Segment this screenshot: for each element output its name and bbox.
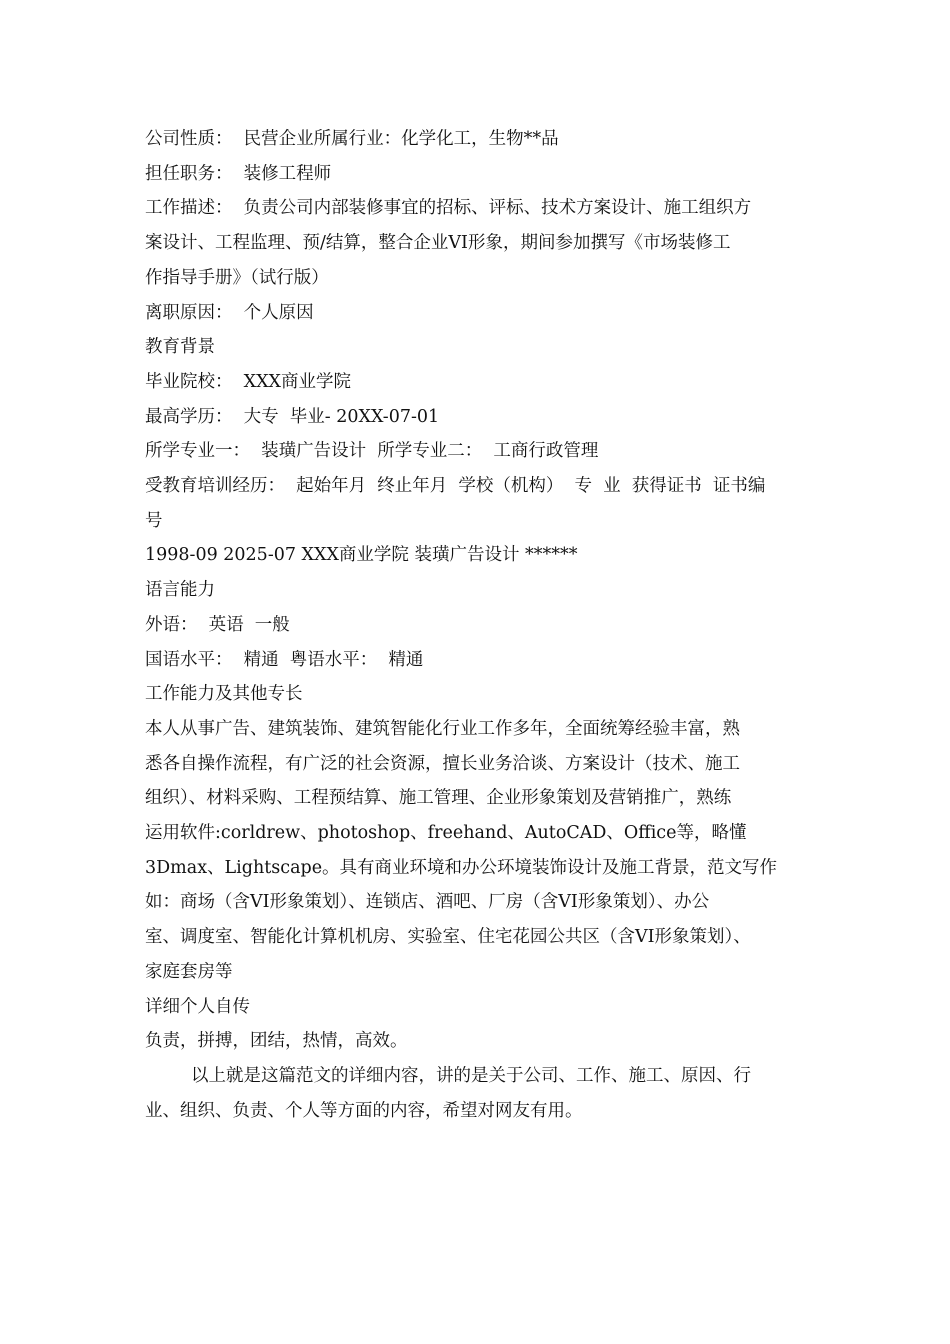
skills-paragraph-line-1: 本人从事广告、建筑装饰、建筑智能化行业工作多年，全面统筹经验丰富，熟: [145, 718, 740, 739]
skills-paragraph-line-6: 如：商场（含VI形象策划）、连锁店、酒吧、厂房（含VI形象策划）、办公: [145, 892, 710, 913]
resume-document: [145, 122, 817, 1128]
skills-paragraph-line-7: 室、调度室、智能化计算机机房、实验室、住宅花园公共区（含VI形象策划）、: [145, 927, 751, 948]
job-description-line-3: 作指导手册》（试行版）: [145, 267, 329, 288]
language-heading: 语言能力: [145, 580, 215, 601]
summary-line-2: 业、组织、负责、个人等方面的内容，希望对网友有用。: [145, 1100, 583, 1121]
position-line: 担任职务： 装修工程师: [145, 163, 332, 184]
skills-paragraph-line-3: 组织）、材料采购、工程预结算、施工管理、企业形象策划及营销推广，熟练: [145, 788, 732, 809]
skills-paragraph-line-8: 家庭套房等: [145, 961, 233, 982]
education-heading: 教育背景: [145, 337, 215, 358]
job-description-line-1: 工作描述： 负责公司内部装修事宜的招标、评标、技术方案设计、施工组织方: [145, 198, 752, 219]
majors-line: 所学专业一： 装璜广告设计 所学专业二： 工商行政管理: [145, 441, 599, 462]
degree-line: 最高学历： 大专 毕业- 20XX-07-01: [145, 406, 440, 427]
skills-paragraph-line-5: 3Dmax、Lightscape。具有商业环境和办公环境装饰设计及施工背景，范文写作: [145, 857, 778, 878]
skills-paragraph-line-4: 运用软件:corldrew、photoshop、freehand、AutoCAD、Office等，略懂: [145, 823, 747, 844]
company-type-line: 公司性质： 民营企业所属行业：化学化工，生物**品: [145, 129, 559, 149]
job-description-line-2: 案设计、工程监理、预/结算，整合企业VI形象，期间参加撰写《市场装修工: [145, 233, 731, 254]
foreign-language-line: 外语： 英语 一般: [145, 614, 290, 635]
leave-reason-line: 离职原因： 个人原因: [145, 302, 314, 323]
school-line: 毕业院校： XXX商业学院: [145, 371, 352, 392]
summary-line-1: 以上就是这篇范文的详细内容，讲的是关于公司、工作、施工、原因、行: [191, 1065, 751, 1086]
skills-heading: 工作能力及其他专长: [145, 684, 303, 705]
training-record-line: 1998-09 2025-07 XXX商业学院 装璜广告设计 ******: [145, 545, 578, 566]
skills-paragraph-line-2: 悉各自操作流程，有广泛的社会资源，擅长业务洽谈、方案设计（技术、施工: [145, 753, 740, 774]
autobiography-text: 负责，拼搏，团结，热情，高效。: [145, 1031, 408, 1052]
autobiography-heading: 详细个人自传: [145, 996, 250, 1017]
mandarin-cantonese-line: 国语水平： 精通 粤语水平： 精通: [145, 649, 424, 670]
training-header-line-1: 受教育培训经历： 起始年月 终止年月 学校（机构） 专 业 获得证书 证书编: [145, 476, 766, 497]
training-header-line-2: 号: [145, 510, 163, 531]
